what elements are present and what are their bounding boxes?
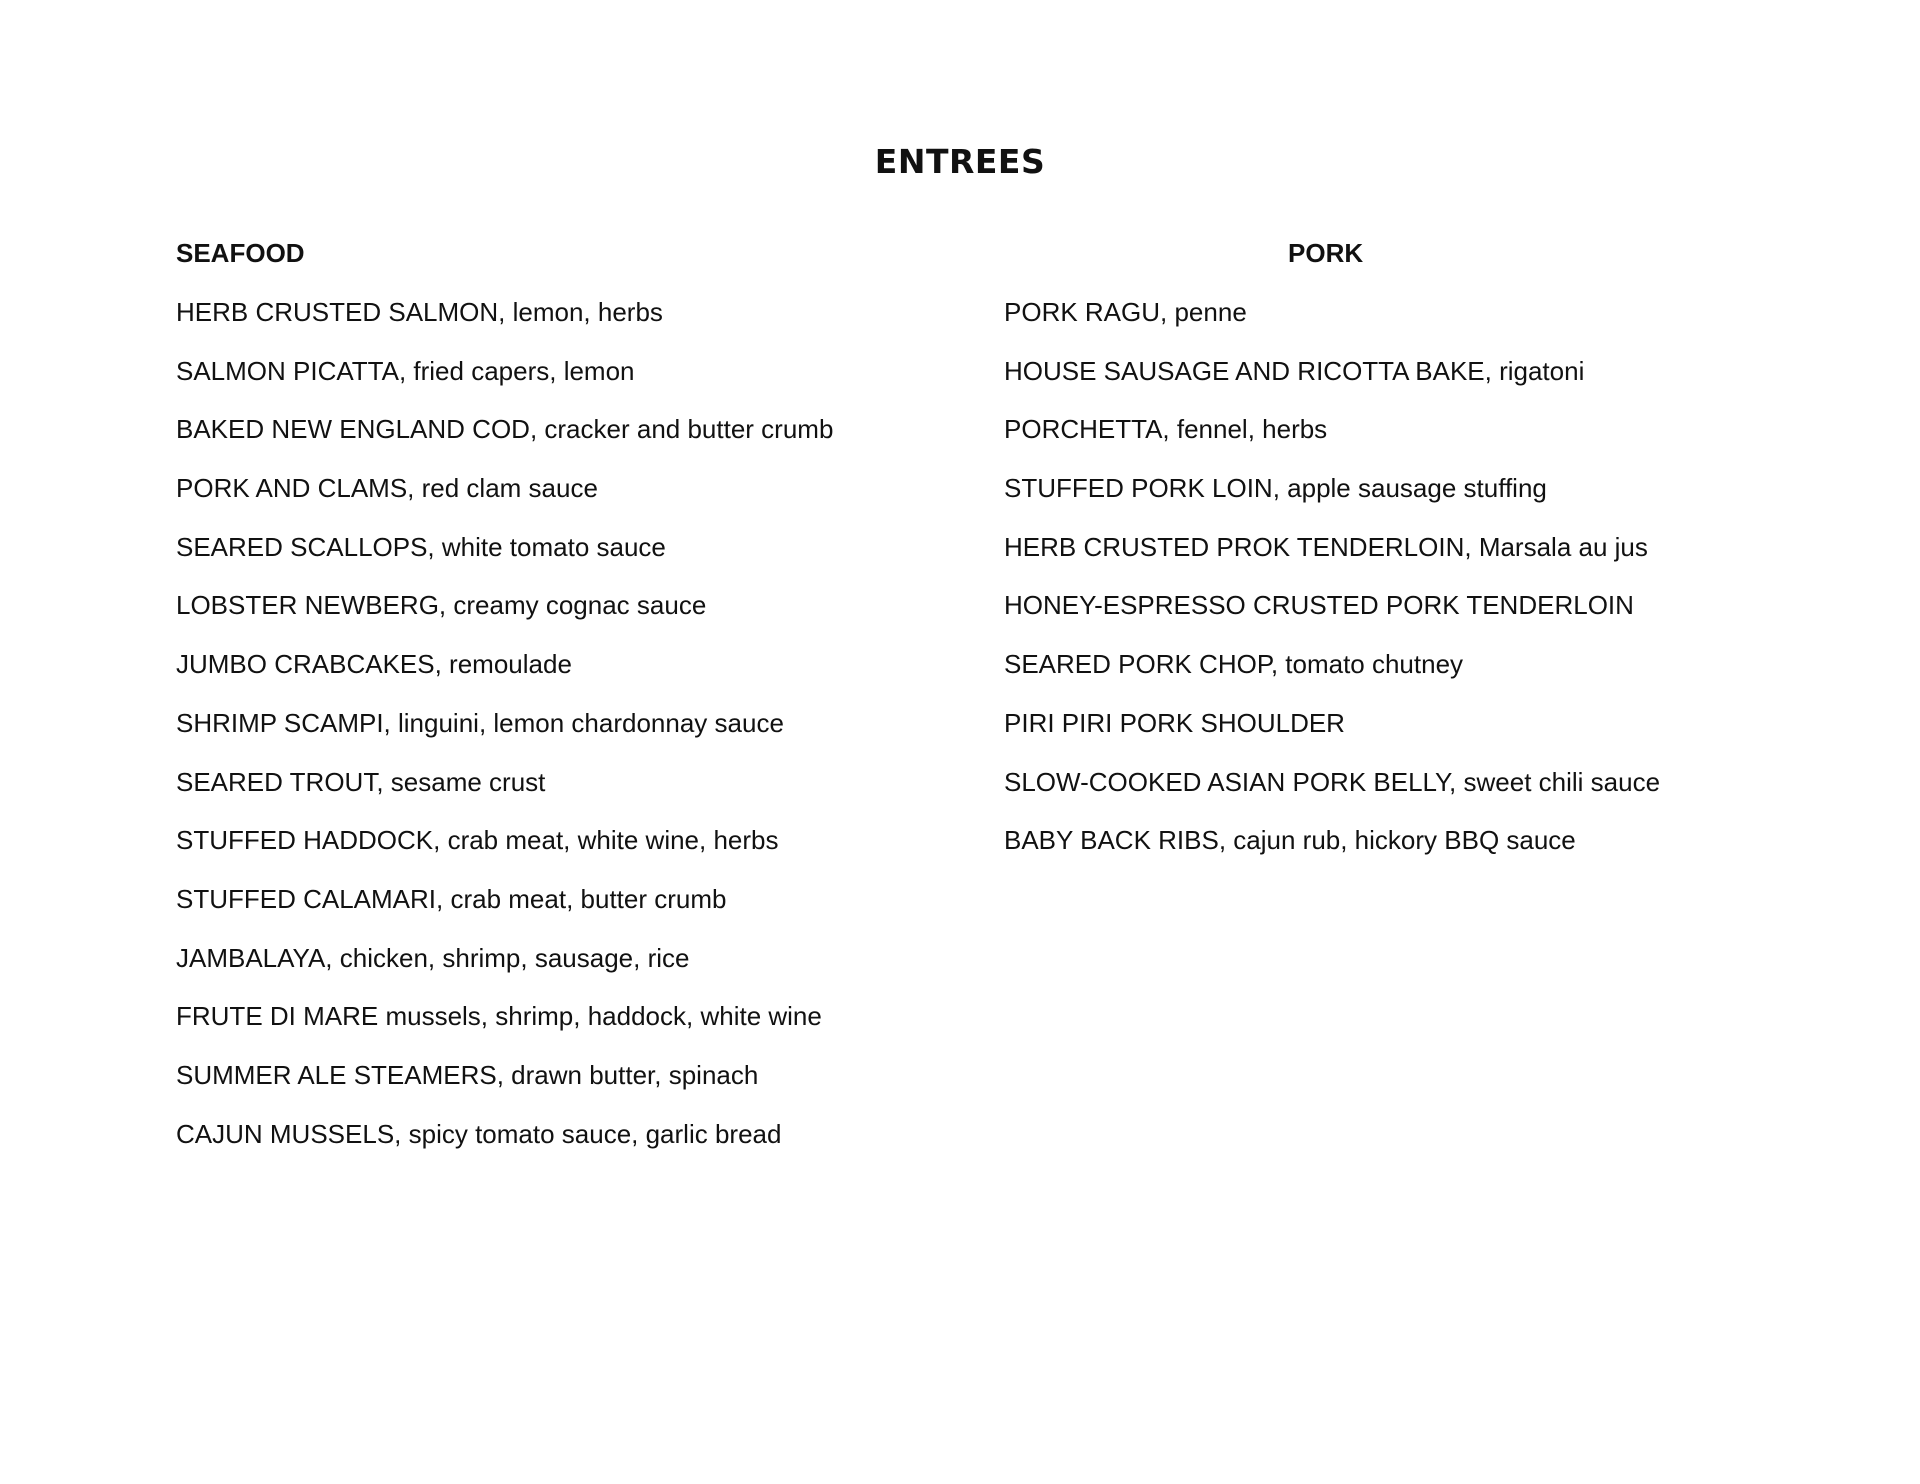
page-title: ENTREES <box>874 142 1046 181</box>
list-item: PORK RAGU, penne <box>1004 297 1247 327</box>
pork-column <box>1004 235 1764 881</box>
pork-heading: PORK <box>1288 238 1364 268</box>
list-item: BAKED NEW ENGLAND COD, cracker and butter crumb <box>176 414 834 445</box>
list-item: PORK AND CLAMS, red clam sauce <box>176 473 598 504</box>
list-item: HONEY-ESPRESSO CRUSTED PORK TENDERLOIN <box>1004 590 1634 621</box>
list-item: STUFFED PORK LOIN, apple sausage stuffing <box>1004 473 1547 504</box>
list-item: PIRI PIRI PORK SHOULDER <box>1004 707 1345 738</box>
list-item: SEARED PORK CHOP, tomato chutney <box>1004 649 1464 680</box>
pork-list <box>1004 294 1764 858</box>
list-item: HERB CRUSTED SALMON, lemon, herbs <box>176 297 663 327</box>
list-item: CAJUN MUSSELS, spicy tomato sauce, garlic bread <box>176 1118 782 1149</box>
list-item: STUFFED HADDOCK, crab meat, white wine, herbs <box>176 825 779 856</box>
list-item: JAMBALAYA, chicken, shrimp, sausage, rice <box>176 942 690 973</box>
list-item: JUMBO CRABCAKES, remoulade <box>176 649 572 680</box>
list-item: SEARED TROUT, sesame crust <box>176 766 546 797</box>
list-item: SEARED SCALLOPS, white tomato sauce <box>176 531 666 562</box>
list-item: LOBSTER NEWBERG, creamy cognac sauce <box>176 590 707 621</box>
list-item: BABY BACK RIBS, cajun rub, hickory BBQ sauce <box>1004 825 1576 856</box>
list-item: SHRIMP SCAMPI, linguini, lemon chardonnay sauce <box>176 707 784 738</box>
list-item: FRUTE DI MARE mussels, shrimp, haddock, white wine <box>176 1001 822 1032</box>
list-item: HOUSE SAUSAGE AND RICOTTA BAKE, rigatoni <box>1004 355 1585 386</box>
list-item: SUMMER ALE STEAMERS, drawn butter, spinach <box>176 1059 759 1090</box>
seafood-list <box>176 294 956 1152</box>
list-item: HERB CRUSTED PROK TENDERLOIN, Marsala au jus <box>1004 531 1648 562</box>
list-item: SLOW-COOKED ASIAN PORK BELLY, sweet chili sauce <box>1004 766 1661 797</box>
list-item: SALMON PICATTA, fried capers, lemon <box>176 355 635 386</box>
seafood-heading: SEAFOOD <box>176 238 305 268</box>
seafood-column <box>176 235 956 1174</box>
list-item: PORCHETTA, fennel, herbs <box>1004 414 1328 445</box>
list-item: STUFFED CALAMARI, crab meat, butter crumb <box>176 883 727 914</box>
